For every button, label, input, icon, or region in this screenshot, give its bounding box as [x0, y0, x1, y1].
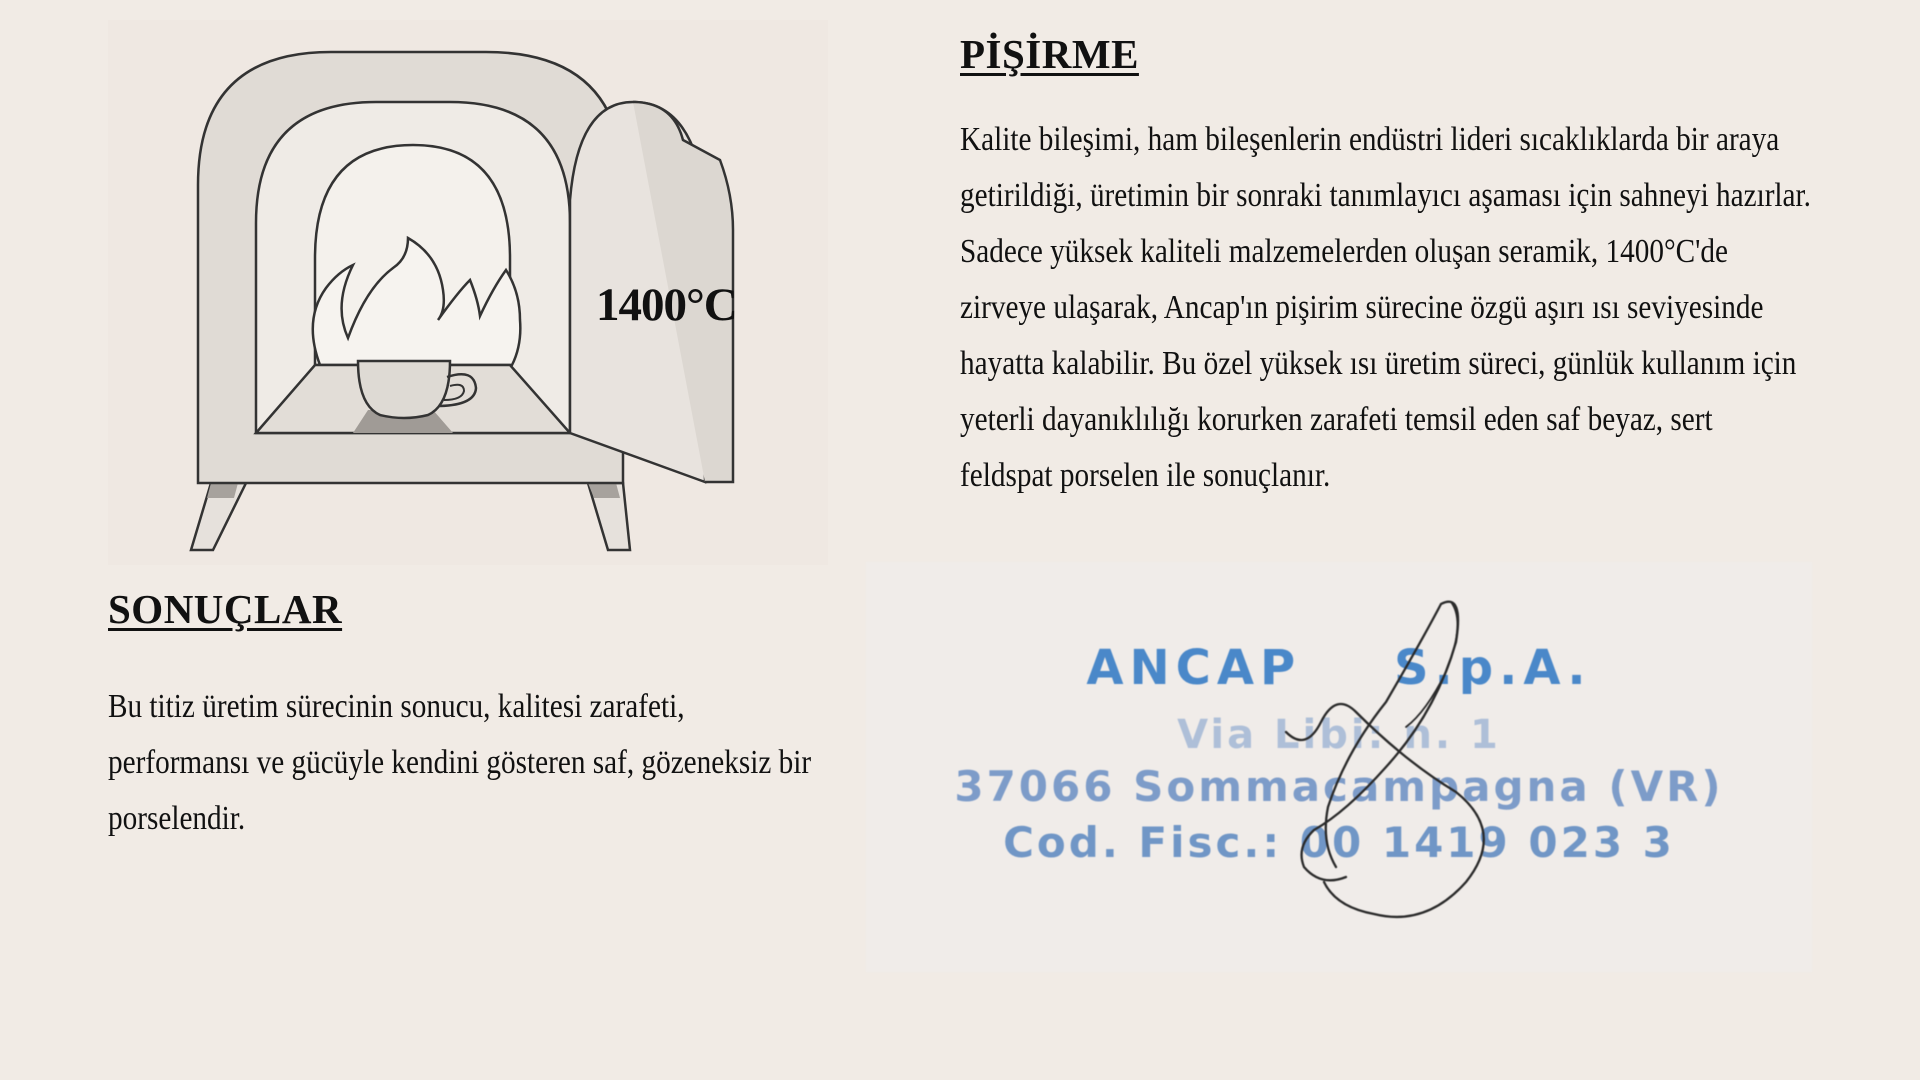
stamp-address: Via Libi: n. 1 [1177, 712, 1501, 758]
firing-paragraph: Kalite bileşimi, ham bileşenlerin endüstri lideri sıcaklıklarda bir araya getirildiği, üretimin bir sonraki tanımlayıcı aşaması için sahneyi hazırlar. Sadece yüksek kaliteli malzemelerden oluşan seramik, 1400°C'de zirveye ulaşarak, Ancap'ın pişirim sürecine özgü aşırı ısı seviyesinde hayatta kalabilir. Bu özel yüksek ısı üretim süreci, günlük kullanım için yeterli dayanıklılığı korurken zarafeti temsil eden saf beyaz, sert feldspat porselen ile sonuçlanır. [960, 121, 1811, 494]
stamp-city: 37066 Sommacampagna (VR) [954, 762, 1724, 811]
temperature-label: 1400°C [596, 279, 737, 331]
kiln-illustration [108, 20, 828, 565]
results-heading: SONUÇLAR [108, 586, 343, 632]
firing-heading: PİŞİRME [960, 31, 1139, 77]
kiln-leg-left-shadow [207, 483, 238, 498]
company-stamp [866, 562, 1812, 972]
stamp-tax-code: Cod. Fisc.: 00 1419 023 3 [1003, 818, 1675, 867]
cup-icon [358, 361, 450, 418]
stamp-company-name: ANCAP S.p.A. [1086, 640, 1592, 696]
signature-icon [866, 562, 1812, 972]
results-paragraph: Bu titiz üretim sürecinin sonucu, kalitesi zarafeti, performansı ve gücüyle kendini gösteren saf, gözeneksiz bir porselendir. [108, 688, 812, 837]
